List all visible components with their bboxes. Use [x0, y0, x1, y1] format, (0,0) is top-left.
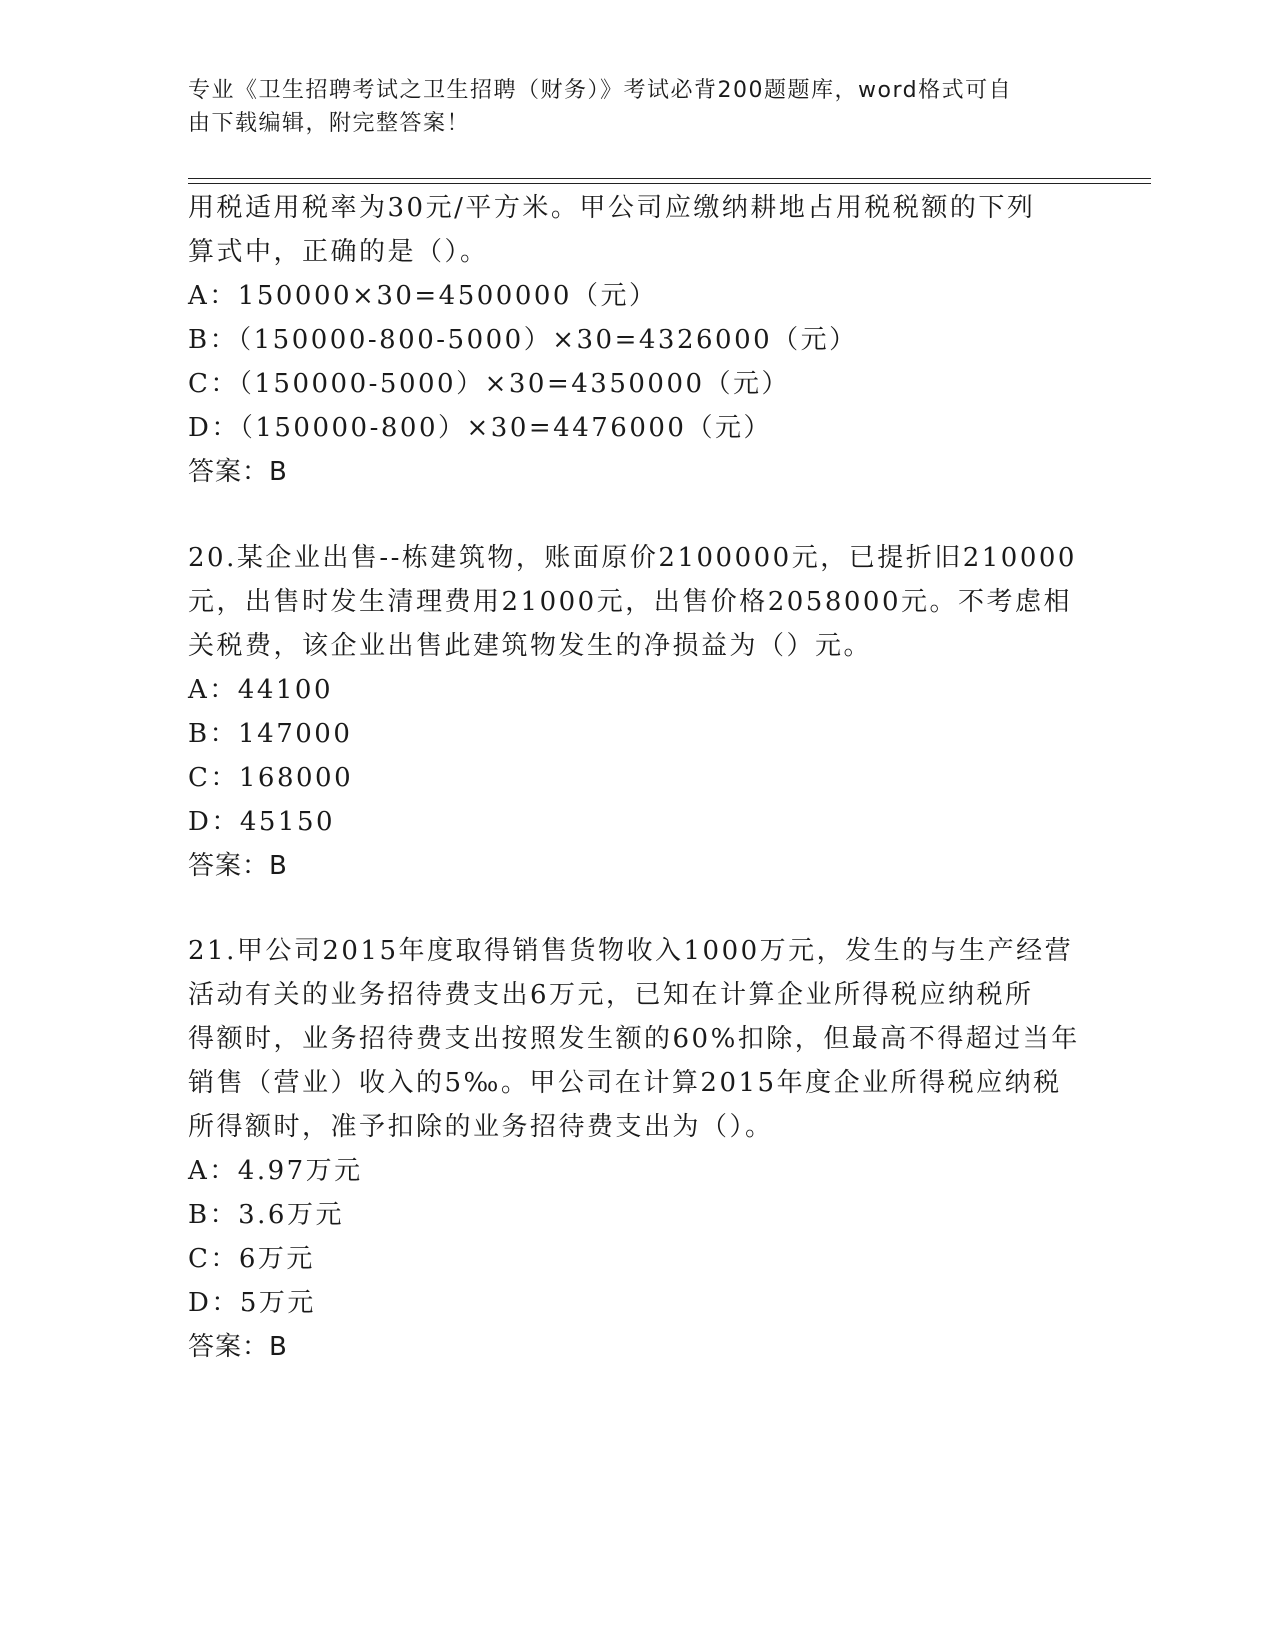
q20-answer: 答案：B — [188, 851, 288, 881]
q21-option-a: A：4.97万元 — [188, 1156, 363, 1186]
q20-option-b: B：147000 — [188, 719, 353, 749]
q21-stem-line-5: 所得额时，准予扣除的业务招待费支出为（）。 — [188, 1112, 774, 1142]
q21-stem-line-4: 销售（营业）收入的5‰。甲公司在计算2015年度企业所得税应纳税 — [188, 1068, 1062, 1098]
document-body — [188, 0, 1088, 1650]
q21-option-d: D：5万元 — [188, 1288, 316, 1318]
q21-option-c: C：6万元 — [188, 1244, 315, 1274]
q20-stem-line-1: 20.某企业出售--栋建筑物，账面原价2100000元，已提折旧210000 — [188, 543, 1077, 573]
q21-stem-line-2: 活动有关的业务招待费支出6万元，已知在计算企业所得税应纳税所 — [188, 980, 1034, 1010]
header-title-line-2: 由下载编辑，附完整答案！ — [188, 111, 471, 136]
q19-option-c: C：（150000-5000）×30=4350000（元） — [188, 369, 791, 399]
q20-option-d: D：45150 — [188, 807, 336, 837]
q20-option-c: C：168000 — [188, 763, 354, 793]
q21-option-b: B：3.6万元 — [188, 1200, 344, 1230]
header-title-line-1: 专业《卫生招聘考试之卫生招聘（财务）》考试必背200题题库，word格式可自 — [188, 78, 1013, 103]
q20-option-a: A：44100 — [188, 675, 333, 705]
q21-stem-line-1: 21.甲公司2015年度取得销售货物收入1000万元，发生的与生产经营 — [188, 936, 1074, 966]
q19-answer: 答案：B — [188, 457, 288, 487]
q21-stem-line-3: 得额时，业务招待费支出按照发生额的60%扣除，但最高不得超过当年 — [188, 1024, 1080, 1054]
q19-option-b: B：（150000-800-5000）×30=4326000（元） — [188, 325, 858, 355]
q20-stem-line-2: 元，出售时发生清理费用21000元，出售价格2058000元。不考虑相 — [188, 587, 1073, 617]
q20-stem-line-3: 关税费，该企业出售此建筑物发生的净损益为（）元。 — [188, 631, 873, 661]
q19-option-d: D：（150000-800）×30=4476000（元） — [188, 413, 772, 443]
q19-option-a: A：150000×30=4500000（元） — [188, 281, 658, 311]
q21-answer: 答案：B — [188, 1332, 288, 1362]
q19-stem-line-2: 算式中，正确的是（）。 — [188, 237, 489, 267]
q19-stem-line-1: 用税适用税率为30元/平方米。甲公司应缴纳耕地占用税税额的下列 — [188, 193, 1036, 223]
